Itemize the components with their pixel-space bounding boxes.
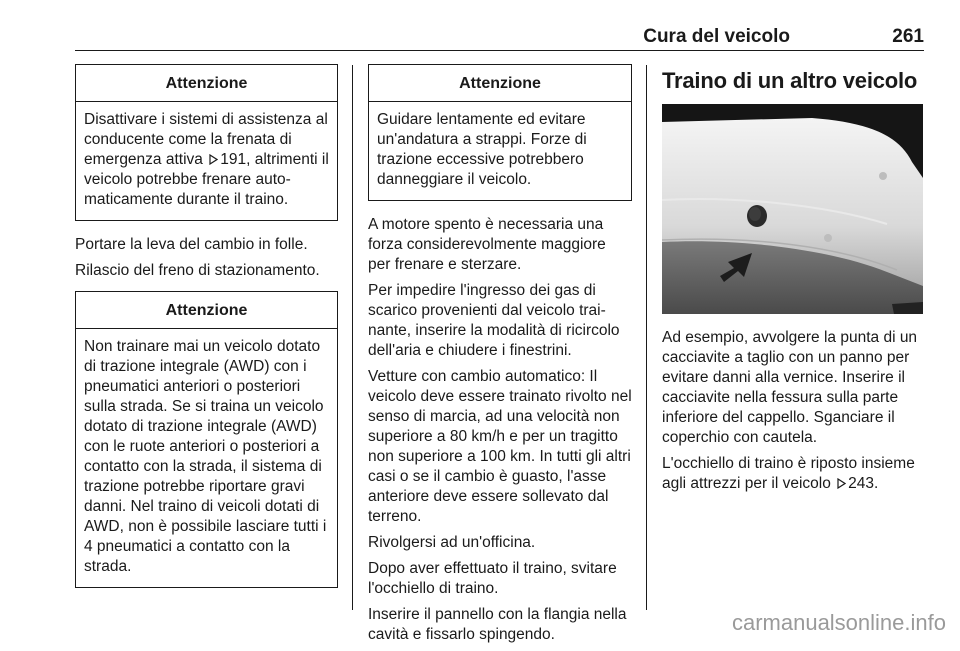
page-reference[interactable]: 191 — [220, 151, 247, 168]
warning-heading: Attenzione — [369, 65, 631, 102]
warning-text: Disattivare i sistemi di assistenza al conducente come la frenata di emergenza attiva 191, altrimenti il veicolo potrebbe frenare auto-maticamente durante il traino. — [84, 111, 329, 208]
page-number: 261 — [892, 26, 924, 47]
paragraph: Vetture con cambio automatico: Il veicolo deve essere trainato rivolto nel senso di marcia, ad una velocità non superiore a 80 km/h e per un tragitto non superiore a 100 km. In tutti gli altri casi o se il cambio è guasto, l'asse anteriore deve essere sollevato dal terreno. — [368, 368, 632, 525]
paragraph: Rilascio del freno di stazionamento. — [75, 262, 320, 279]
warning-box-3 — [368, 64, 632, 201]
column-2 — [368, 64, 632, 651]
paragraph: Inserire il pannello con la flangia nella cavità e fissarlo spingendo. — [368, 606, 627, 643]
warning-text: Guidare lentamente ed evitare un'andatura a strappi. Forze di trazione eccessive potrebbero danneggiare il veicolo. — [377, 111, 587, 188]
reference-triangle-icon — [209, 154, 218, 165]
warning-box-2 — [75, 291, 338, 588]
paragraph: L'occhiello di traino è riposto insieme agli attrezzi per il veicolo 243. — [662, 455, 915, 492]
paragraph: Rivolgersi ad un'officina. — [368, 534, 536, 551]
warning-heading: Attenzione — [76, 65, 337, 102]
section-heading: Traino di un altro veicolo — [662, 68, 918, 93]
paragraph: Per impedire l'ingresso dei gas di scarico provenienti dal veicolo trai-nante, inserire la modalità di ricircolo dell'aria e chiudere i finestrini. — [368, 282, 620, 359]
page-reference[interactable]: 243 — [848, 475, 875, 492]
running-title: Cura del veicolo — [643, 26, 790, 47]
warning-box-1 — [75, 64, 338, 221]
column-divider-1 — [352, 65, 353, 610]
tow-eye-cover-photo — [662, 104, 923, 314]
header-rule — [75, 50, 924, 51]
paragraph: Dopo aver effettuato il traino, svitare l'occhiello di traino. — [368, 560, 617, 597]
paragraph: A motore spento è necessaria una forza considerevolmente maggiore per frenare e sterzare. — [368, 216, 606, 273]
reference-triangle-icon — [837, 478, 846, 489]
column-divider-2 — [646, 65, 647, 610]
paragraph: Ad esempio, avvolgere la punta di un cacciavite a taglio con un panno per evitare danni alla vernice. Inserire il cacciavite nella fessura sulla parte inferiore del cappello. Sganciare il coperchio con cautela. — [662, 329, 918, 446]
column-1 — [75, 64, 338, 602]
column-3 — [662, 64, 925, 500]
paragraph: Portare la leva del cambio in folle. — [75, 236, 308, 253]
watermark: carmanualsonline.info — [731, 610, 946, 635]
warning-text: Non trainare mai un veicolo dotato di trazione integrale (AWD) con i pneumatici anteriori o posteriori sulla strada. Se si traina un veicolo dotato di trazione integrale (AWD) con le ruote anteriori o posteriori a contatto con la strada, il sistema di trazione potrebbe riportare gravi danni. Nel traino di veicoli dotati di AWD, non è possibile lasciare tutti i 4 pneumatici a contatto con la strada. — [84, 338, 327, 575]
warning-heading: Attenzione — [76, 292, 337, 329]
